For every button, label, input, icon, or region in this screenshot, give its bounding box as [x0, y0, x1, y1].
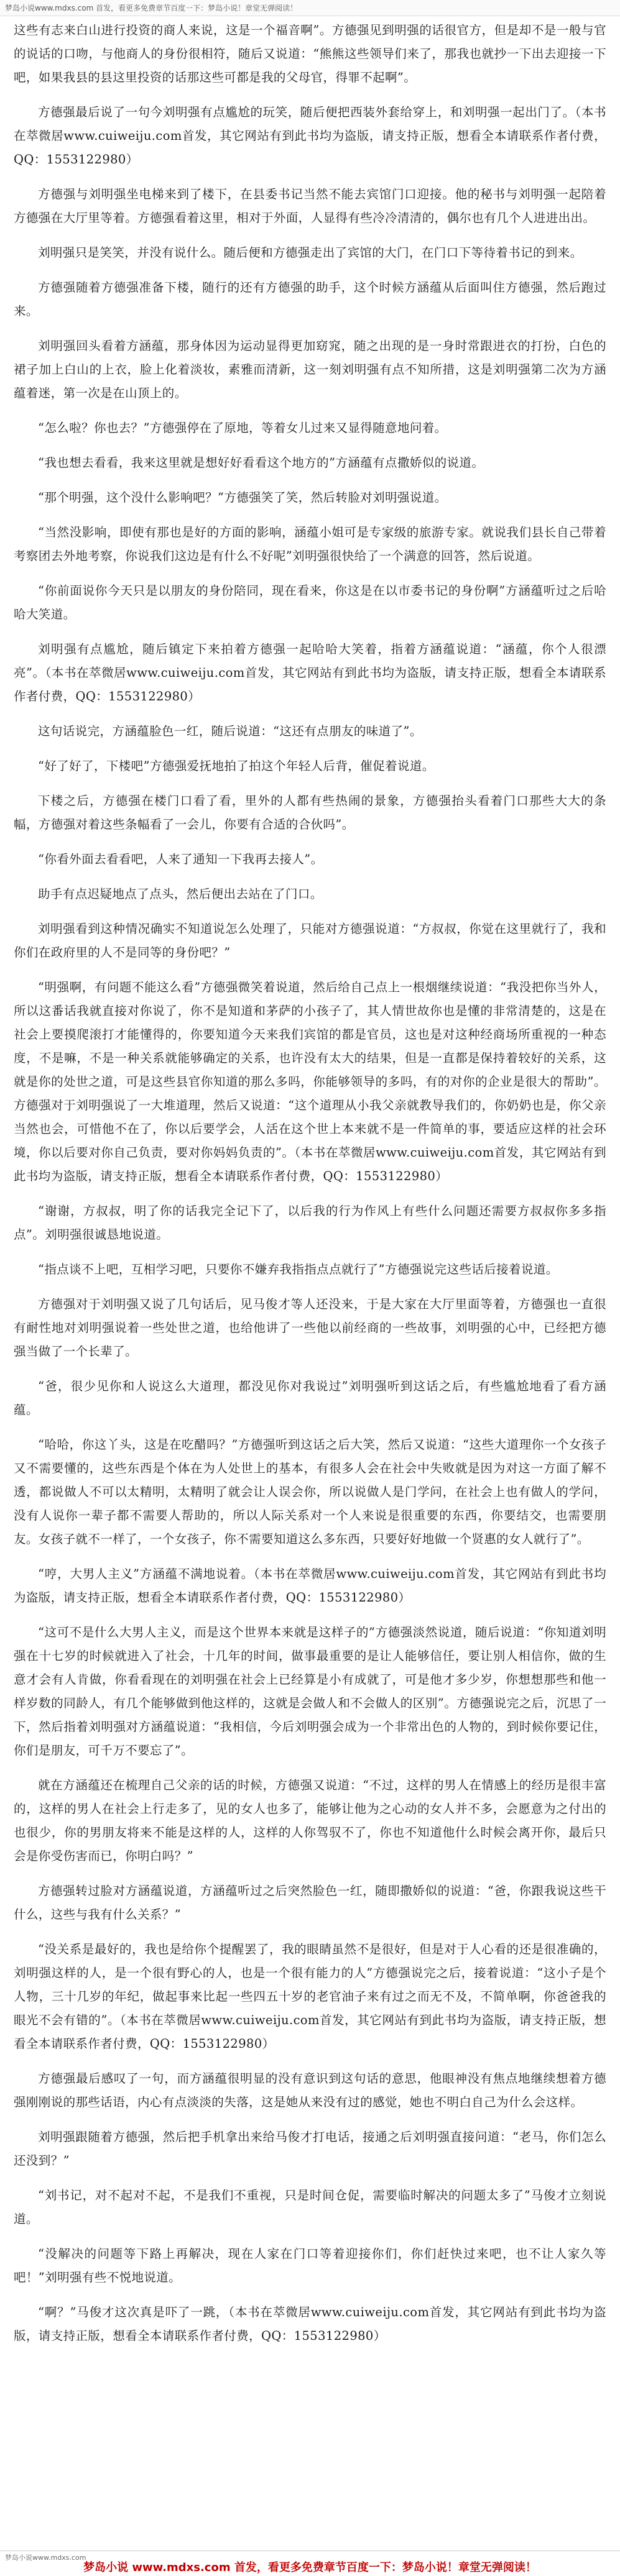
paragraph: “明强啊，有问题不能这么看”方德强微笑着说道，然后给自己点上一根烟继续说道：“我没把你当外人，所以这番话我就直接对你说了，你不是知道和茅萨的小孩子了，其人情世故你也是懂的非常清楚的，这是在社会上要摸爬滚打才能懂得的，你要知道今天来我们宾馆的都是官员，这也是对这种经商场所重视的一种态度，不是嘛，不是一种关系就能够确定的关系，也许没有太大的结果，但是一直都是保持着较好的关系，这就是你的处世之道，可是这些县官你知道的那么多吗，你能够领导的多吗，有的对你的企业是很大的帮助”。方德强对于刘明强说了一大堆道理，然后又说道：“这个道理从小我父亲就教导我们的，你奶奶也是，你父亲当然也会，可惜他不在了，你以后要学会，人活在这个世上本来就不是一件简单的事，要适应这样的社会环境，你以后要对你自己负责，要对你妈妈负责的”。（本书在萃微居www.cuiweiju.com首发，其它网站有到此书均为盗版，请支持正版，想看全本请联系作者付费，QQ：1553122980）: [14, 980, 606, 1183]
paragraph: “啊？”马俊才这次真是吓了一跳，（本书在萃微居www.cuiweiju.com首发，其它网站有到此书均为盗版，请支持正版，想看全本请联系作者付费，QQ：1553122980）: [14, 2305, 606, 2343]
paragraph: 就在方涵蕴还在梳理自己父亲的话的时候，方德强又说道：“不过，这样的男人在情感上的经历是很丰富的，这样的男人在社会上行走多了，见的女人也多了，能够让他为之心动的女人并不多，会愿意为之付出的也很少，你的男朋友将来不能是这样的人，这样的人你驾驭不了，你也不知道他什么时候会离开你，最后只会是你受伤害而已，你明白吗？”: [14, 1778, 606, 1863]
footer-site-label: 梦岛小说www.mdxs.com: [5, 2554, 86, 2562]
paragraph: “你前面说你今天只是以朋友的身份陪同，现在看来，你这是在以市委书记的身份啊”方涵蕴听过之后哈哈大笑道。: [14, 584, 606, 621]
paragraph: 助手有点迟疑地点了点头，然后便出去站在了门口。: [38, 887, 323, 901]
paragraph: 方德强与刘明强坐电梯来到了楼下，在县委书记当然不能去宾馆门口迎接。他的秘书与刘明强一起陪着方德强在大厅里等着。方德强看着这里，相对于外面，人显得有些冷冷清清的，偶尔也有几个人进进出出。: [14, 187, 606, 225]
paragraph: 刘明强回头看着方涵蕴，那身体因为运动显得更加窈窕，随之出现的是一身时常跟进衣的打扮，白色的裙子加上白山的上衣，脸上化着淡妆，素雅而清新，这一刻刘明强有点不知所措，这是刘明强第二次为方涵蕴着迷，第一次是在山顶上的。: [14, 339, 606, 400]
paragraph: 方德强转过脸对方涵蕴说道，方涵蕴听过之后突然脸色一红，随即撒娇似的说道：“爸，你跟我说这些干什么，这些与我有什么关系？”: [14, 1884, 606, 1922]
paragraph: “这可不是什么大男人主义，而是这个世界本来就是这样子的”方德强淡然说道，随后说道：“你知道刘明强在十七岁的时候就进入了社会，十几年的时间，做事最重要的是让人能够信任，要让别人相信你，做的生意才会有人肯做，你看看现在的刘明强在社会上已经算是小有成就了，可是他才多少岁，你想想那些和他一样岁数的同龄人，有几个能够做到他这样的，这就是会做人和不会做人的区别”。方德强说完之后，沉思了一下，然后指着刘明强对方涵蕴说道：“我相信，今后刘明强会成为一个非常出色的人物的，到时候你要记住，你们是朋友，可千万不要忘了”。: [14, 1625, 606, 1758]
paragraph: 这句话说完，方涵蕴脸色一红，随后说道：“这还有点朋友的味道了”。: [38, 724, 422, 738]
paragraph: “怎么啦？你也去？”方德强停在了原地，等着女儿过来又显得随意地问着。: [38, 421, 447, 435]
paragraph: “你看外面去看看吧，人来了通知一下我再去接人”。: [38, 852, 323, 866]
paragraph: 刘明强只是笑笑，并没有说什么。随后便和方德强走出了宾馆的大门，在门口下等待着书记的到来。: [38, 245, 583, 260]
paragraph: “刘书记，对不起对不起，不是我们不重视，只是时间仓促，需要临时解决的问题太多了”马俊才立刻说道。: [14, 2188, 606, 2226]
footer-link[interactable]: 梦岛小说 www.mdxs.com 首发，看更多免费章节百度一下：梦岛小说！章堂无弹阅读！: [83, 2561, 537, 2574]
top-header-line: 梦岛小说www.mdxs.com 首发，看更多免费章节百度一下：梦岛小说！章堂无弹阅读！: [0, 0, 620, 16]
paragraph: 刘明强有点尴尬，随后镇定下来拍着方德强一起哈哈大笑着，指着方涵蕴说道：“涵蕴，你个人很漂亮”。（本书在萃微居www.cuiweiju.com首发，其它网站有到此书均为盗版，请支持正版，想看全本请联系作者付费，QQ：1553122980）: [14, 642, 606, 704]
paragraph: “没解决的问题等下路上再解决，现在人家在门口等着迎接你们，你们赶快过来吧，也不让人家久等吧！”刘明强有些不悦地说道。: [14, 2247, 606, 2285]
paragraph: 方德强最后说了一句今刘明强有点尴尬的玩笑，随后便把西装外套给穿上，和刘明强一起出门了。（本书在萃微居www.cuiweiju.com首发，其它网站有到此书均为盗版，请支持正版，想看全本请联系作者付费，QQ：1553122980）: [14, 105, 606, 167]
paragraph: 方德强随着方德强准备下楼，随行的还有方德强的助手，这个时候方涵蕴从后面叫住方德强，然后跑过来。: [14, 280, 606, 318]
paragraph: “哈哈，你这丫头，这是在吃醋吗？”方德强听到这话之后大笑，然后又说道：“这些大道理你一个女孩子又不需要懂的，这些东西是个体在为人处世上的基本，有很多人会在社会中失败就是因为对这一方面了解不透，都说做人不可以太精明，太精明了就会让人误会你，所以说做人是门学问，在社会上也有做人的学问，没有人说你一辈子都不需要人帮助的，所以人际关系对一个人来说是很重要的东西，你要结交，也需要朋友。女孩子就不一样了，一个女孩子，你不需要知道这么多东西，只要好好地做一个贤惠的女人就行了”。: [14, 1437, 606, 1546]
footer-banner: [0, 2551, 620, 2576]
paragraph: “没关系是最好的，我也是给你个提醒罢了，我的眼睛虽然不是很好，但是对于人心看的还是很准确的，刘明强这样的人，是一个很有野心的人，也是一个很有能力的人”方德强说完之后，接着说道：“这小子是个人物，三十几岁的年纪，做起事来比起一些四五十岁的老官油子来有过之而无不及，不简单啊，你爸爸我的眼光不会有错的”。（本书在萃微居www.cuiweiju.com首发，其它网站有到此书均为盗版，请支持正版，想看全本请联系作者付费，QQ：1553122980）: [14, 1942, 606, 2051]
paragraph: “指点谈不上吧，互相学习吧，只要你不嫌弃我指指点点就行了”方德强说完这些话后接着说道。: [38, 1262, 558, 1277]
paragraph: 方德强最后感叹了一句，而方涵蕴很明显的没有意识到这句话的意思，他眼神没有焦点地继续想着方德强刚刚说的那些话语，内心有点淡淡的失落，这是她从来没有过的感觉，她也不明白自己为什么会这样。: [14, 2071, 606, 2109]
paragraph: “那个明强，这个没什么影响吧？”方德强笑了笑，然后转脸对刘明强说道。: [38, 490, 447, 505]
paragraph: “我也想去看看，我来这里就是想好好看看这个地方的”方涵蕴有点撒娇似的说道。: [38, 456, 484, 470]
paragraph: 刘明强看到这种情况确实不知道说怎么处理了，只能对方德强说道：“方叔叔，你觉在这里就行了，我和你们在政府里的人不是同等的身份吧？”: [14, 922, 606, 960]
paragraph: “爸，很少见你和人说这么大道理，都没见你对我说过”刘明强听到这话之后，有些尴尬地看了看方涵蕴。: [14, 1379, 606, 1417]
paragraph: 这些有志来白山进行投资的商人来说，这是一个福音啊”。方德强见到明强的话很官方，但是却不是一般与官的说话的口吻，与他商人的身份很相符，随后又说道：“熊熊这些领导们来了，那我也就抄一下出去迎接一下吧，如果我县的县这里投资的话那这些可都是我的父母官，得罪不起啊”。: [14, 23, 606, 85]
article-body: [0, 19, 620, 2359]
paragraph: 方德强对于刘明强又说了几句话后，见马俊才等人还没来，于是大家在大厅里面等着，方德强也一直很有耐性地对刘明强说着一些处世之道，也给他讲了一些他以前经商的一些故事，刘明强的心中，已经把方德强当做了一个长辈了。: [14, 1297, 606, 1359]
paragraph: “哼，大男人主义”方涵蕴不满地说着。（本书在萃微居www.cuiweiju.com首发，其它网站有到此书均为盗版，请支持正版，想看全本请联系作者付费，QQ：1553122980）: [14, 1567, 606, 1605]
paragraph: “谢谢，方叔叔，明了你的话我完全记下了，以后我的行为作风上有些什么问题还需要方叔叔你多多指点”。刘明强很诚恳地说道。: [14, 1204, 606, 1242]
paragraph: 刘明强跟随着方德强，然后把手机拿出来给马俊才打电话，接通之后刘明强直接问道：“老马，你们怎么还没到？”: [14, 2130, 606, 2168]
paragraph: 下楼之后，方德强在楼门口看了看，里外的人都有些热闹的景象，方德强抬头看着门口那些大大的条幅，方德强对着这些条幅看了一会儿，你要有合适的合伙吗”。: [14, 794, 606, 832]
paragraph: “好了好了，下楼吧”方德强爱抚地拍了拍这个年轻人后背，催促着说道。: [38, 759, 435, 773]
paragraph: “当然没影响，即使有那也是好的方面的影响，涵蕴小姐可是专家级的旅游专家。就说我们县长自己带着考察团去外地考察，你说我们这边是有什么不好呢”刘明强很快给了一个满意的回答，然后说道。: [14, 525, 606, 563]
